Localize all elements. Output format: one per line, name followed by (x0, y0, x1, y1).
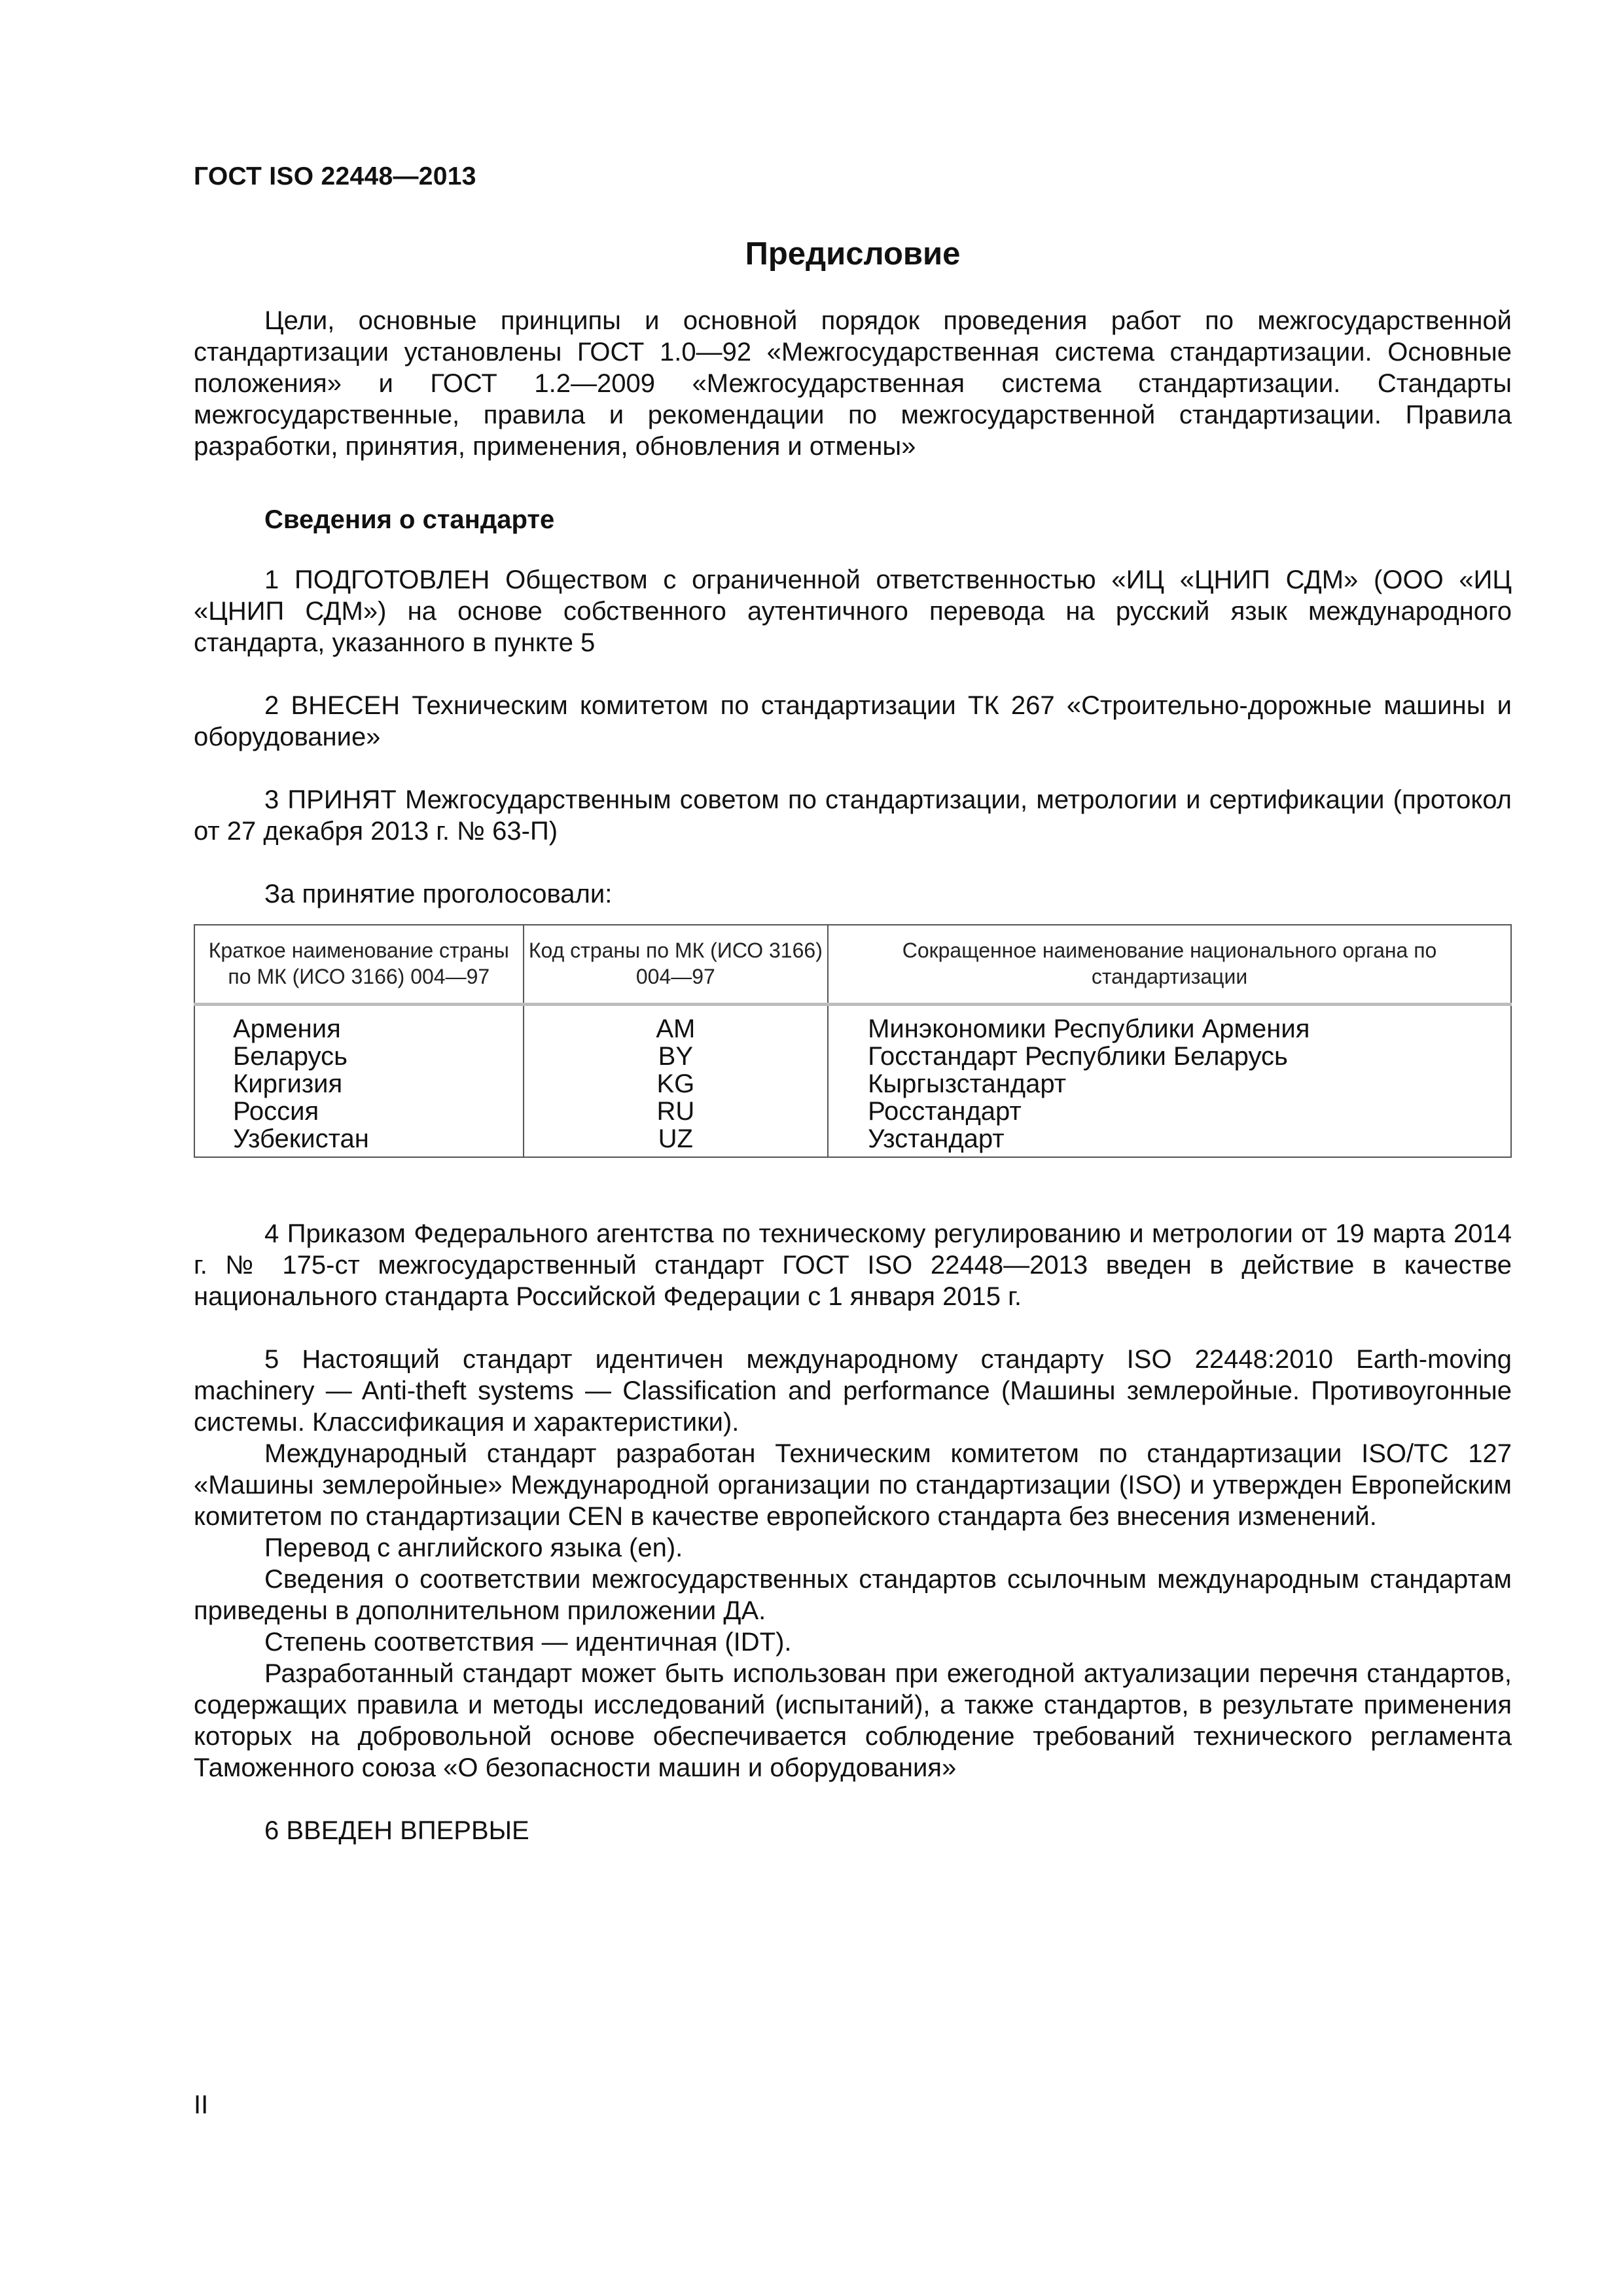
country-name-cell: Киргизия (194, 1070, 524, 1098)
country-code-cell: RU (524, 1098, 828, 1125)
national-body-cell: Кыргызстандарт (828, 1070, 1511, 1098)
item-5-paragraph: 5 Настоящий стандарт идентичен международному стандарту ISO 22448:2010 Earth-moving machinery — Anti-theft systems — Classification and performance (Машины землеройные. Противоугонные системы. Классификация и характеристики). (194, 1345, 1512, 1437)
item-4-paragraph: 4 Приказом Федерального агентства по техническому регулированию и метрологии от 19 марта 2014 г. № 175-ст межгосударственный стандарт ГОСТ ISO 22448—2013 введен в действие в качестве национального стандарта Российской Федерации с 1 января 2015 г. (194, 1219, 1512, 1311)
item-6-paragraph: 6 ВВЕДЕН ВПЕРВЫЕ (264, 1816, 529, 1845)
vote-table-header-row (194, 925, 1511, 1005)
table-row (194, 1070, 1511, 1098)
item-5-translation-paragraph: Перевод с английского языка (en). (264, 1534, 683, 1562)
item-5-international-paragraph: Международный стандарт разработан Техническим комитетом по стандартизации ISO/TC 127 «Машины землеройные» Международной организации по стандартизации (ISO) и утвержден Европейским комитетом по стандартизации CEN в качестве европейского стандарта без внесения изменений. (194, 1439, 1512, 1531)
country-name-cell: Беларусь (194, 1043, 524, 1070)
country-name-cell: Армения (194, 1005, 524, 1043)
page-number: II (194, 2090, 209, 2119)
country-code-cell: BY (524, 1043, 828, 1070)
country-name-cell: Узбекистан (194, 1125, 524, 1157)
item-2-paragraph: 2 ВНЕСЕН Техническим комитетом по стандартизации ТК 267 «Строительно-дорожные машины и оборудование» (194, 691, 1512, 751)
header-country-name: Краткое наименование страны по МК (ИСО 3166) 004—97 (194, 925, 524, 1005)
header-national-body: Сокращенное наименование национального органа по стандартизации (828, 925, 1511, 1005)
document-page (194, 0, 1512, 2296)
table-row (194, 1043, 1511, 1070)
table-row (194, 1005, 1511, 1043)
national-body-cell: Минэкономики Республики Армения (828, 1005, 1511, 1043)
document-body (194, 305, 1512, 1846)
country-code-cell: UZ (524, 1125, 828, 1157)
section-title: Предисловие (745, 236, 961, 272)
table-row (194, 1098, 1511, 1125)
national-body-cell: Госстандарт Республики Беларусь (828, 1043, 1511, 1070)
header-country-code: Код страны по МК (ИСО 3166) 004—97 (524, 925, 828, 1005)
country-code-cell: AM (524, 1005, 828, 1043)
item-3-paragraph: 3 ПРИНЯТ Межгосударственным советом по стандартизации, метрологии и сертификации (протокол от 27 декабря 2013 г. № 63-П) (194, 785, 1512, 846)
item-1-paragraph: 1 ПОДГОТОВЛЕН Обществом с ограниченной ответственностью «ИЦ «ЦНИП СДМ» (ООО «ИЦ «ЦНИП СДМ») на основе собственного аутентичного перевода на русский язык международного стандарта, указанного в пункте 5 (194, 565, 1512, 657)
item-5-conformity-paragraph: Степень соответствия — идентичная (IDT). (264, 1628, 792, 1657)
national-body-cell: Росстандарт (828, 1098, 1511, 1125)
table-row (194, 1125, 1511, 1157)
vote-label: За принятие проголосовали: (264, 880, 613, 908)
country-name-cell: Россия (194, 1098, 524, 1125)
document-id-header: ГОСТ ISO 22448—2013 (194, 162, 476, 190)
national-body-cell: Узстандарт (828, 1125, 1511, 1157)
item-5-references-paragraph: Сведения о соответствии межгосударственных стандартов ссылочным международным стандартам приведены в дополнительном приложении ДА. (194, 1565, 1512, 1625)
country-code-cell: KG (524, 1070, 828, 1098)
item-5-usage-paragraph: Разработанный стандарт может быть использован при ежегодной актуализации перечня стандартов, содержащих правила и методы исследований (испытаний), а также стандартов, в результате применения которых на добровольной основе обеспечивается соблюдение требований технического регламента Таможенного союза «О безопасности машин и оборудования» (194, 1659, 1512, 1782)
vote-table (194, 924, 1512, 1158)
intro-paragraph: Цели, основные принципы и основной порядок проведения работ по межгосударственной стандартизации установлены ГОСТ 1.0—92 «Межгосударственная система стандартизации. Основные положения» и ГОСТ 1.2—2009 «Межгосударственная система стандартизации. Стандарты межгосударственные, правила и рекомендации по межгосударственной стандартизации. Правила разработки, принятия, применения, обновления и отмены» (194, 306, 1512, 461)
standard-info-heading: Сведения о стандарте (264, 505, 555, 534)
